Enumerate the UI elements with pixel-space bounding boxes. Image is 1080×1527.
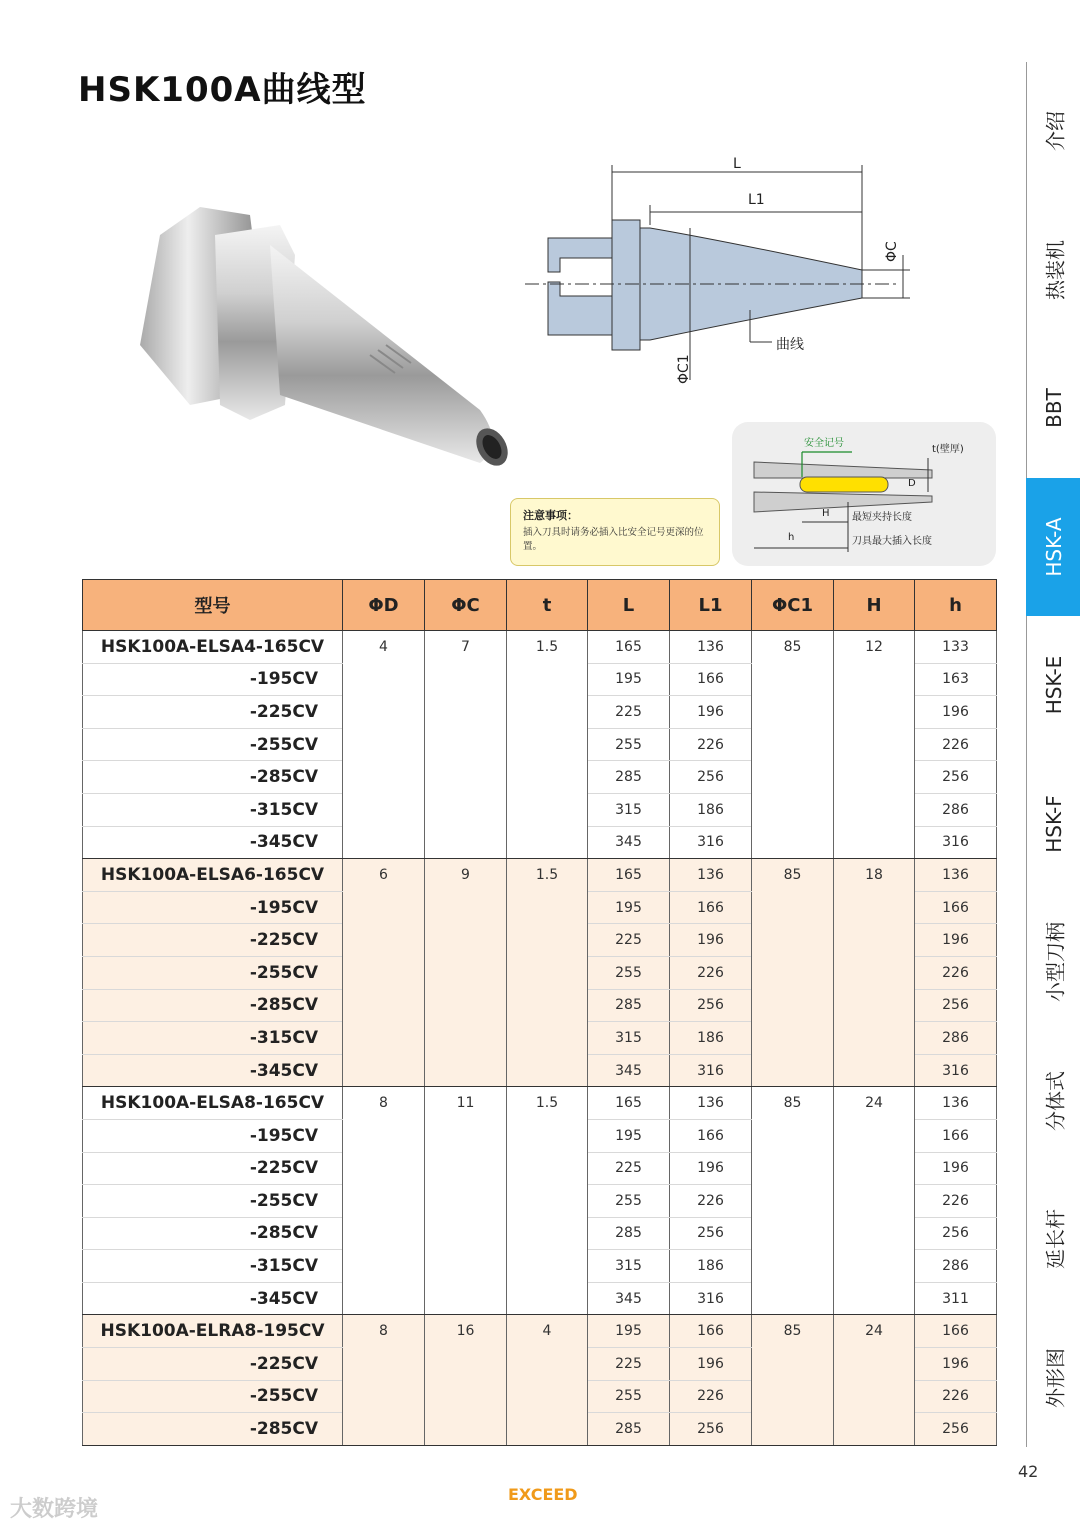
table-row bbox=[83, 1315, 997, 1348]
cell-h: 226 bbox=[915, 728, 997, 761]
col-header-t: t bbox=[507, 580, 588, 631]
cell-H: 18 bbox=[834, 859, 915, 1087]
cell-L1: 256 bbox=[670, 1413, 752, 1446]
cell-L: 225 bbox=[588, 696, 670, 729]
brand-logo: EXCEED bbox=[508, 1485, 578, 1504]
cell-h: 226 bbox=[915, 1185, 997, 1218]
cell-L: 165 bbox=[588, 631, 670, 664]
cell-h: 196 bbox=[915, 1152, 997, 1185]
col-header-model: 型号 bbox=[83, 580, 343, 631]
cell-L1: 186 bbox=[670, 793, 752, 826]
cell-L: 315 bbox=[588, 793, 670, 826]
col-header-phiD: ΦD bbox=[343, 580, 425, 631]
tab-5[interactable] bbox=[1026, 755, 1080, 894]
tab-label: 介绍 bbox=[1043, 111, 1068, 152]
cell-h: 136 bbox=[915, 1087, 997, 1120]
dim-curve-label: 曲线 bbox=[776, 337, 804, 353]
watermark: 大数跨境 bbox=[10, 1497, 99, 1522]
tab-label: 延长杆 bbox=[1043, 1209, 1068, 1270]
model-cell: -225CV bbox=[83, 1152, 343, 1185]
cell-L: 255 bbox=[588, 956, 670, 989]
model-cell: -255CV bbox=[83, 1380, 343, 1413]
tab-6[interactable] bbox=[1026, 893, 1080, 1032]
model-cell: -315CV bbox=[83, 793, 343, 826]
dimension-drawing bbox=[520, 150, 920, 390]
cell-L1: 316 bbox=[670, 826, 752, 859]
tab-2[interactable] bbox=[1026, 339, 1080, 478]
cell-L1: 136 bbox=[670, 859, 752, 892]
cell-L1: 316 bbox=[670, 1054, 752, 1087]
cell-h: 196 bbox=[915, 1348, 997, 1381]
page-number: 42 bbox=[1018, 1462, 1039, 1481]
tab-label: HSK-A bbox=[1042, 517, 1066, 577]
cell-L: 165 bbox=[588, 1087, 670, 1120]
col-header-L1: L1 bbox=[670, 580, 752, 631]
cell-h: 311 bbox=[915, 1282, 997, 1315]
cell-h: 226 bbox=[915, 1380, 997, 1413]
cell-L1: 186 bbox=[670, 1250, 752, 1283]
page-title: HSK100A曲线型 bbox=[78, 70, 367, 110]
cell-t: 1.5 bbox=[507, 1087, 588, 1315]
model-cell: -285CV bbox=[83, 1217, 343, 1250]
cell-h: 166 bbox=[915, 1119, 997, 1152]
cell-h: 256 bbox=[915, 989, 997, 1022]
cell-L1: 226 bbox=[670, 1380, 752, 1413]
cell-L1: 166 bbox=[670, 663, 752, 696]
cell-L: 285 bbox=[588, 1217, 670, 1250]
model-cell: HSK100A-ELSA8-165CV bbox=[83, 1087, 343, 1120]
cell-H: 12 bbox=[834, 631, 915, 859]
cell-H: 24 bbox=[834, 1315, 915, 1445]
cell-h: 316 bbox=[915, 826, 997, 859]
tab-label: 分体式 bbox=[1043, 1070, 1068, 1131]
cell-C: 7 bbox=[425, 631, 507, 859]
dim-phiC1-label: ΦC1 bbox=[676, 354, 692, 384]
cell-h: 196 bbox=[915, 924, 997, 957]
cell-L: 315 bbox=[588, 1250, 670, 1283]
cell-L: 315 bbox=[588, 1022, 670, 1055]
cell-h: 286 bbox=[915, 793, 997, 826]
cell-h: 163 bbox=[915, 663, 997, 696]
tab-label: 小型刀柄 bbox=[1043, 922, 1068, 1003]
cell-L1: 226 bbox=[670, 728, 752, 761]
cell-L1: 256 bbox=[670, 989, 752, 1022]
cell-h: 166 bbox=[915, 1315, 997, 1348]
model-cell: -195CV bbox=[83, 663, 343, 696]
tab-8[interactable] bbox=[1026, 1170, 1080, 1309]
tab-label: HSK-F bbox=[1042, 795, 1066, 853]
model-cell: HSK100A-ELRA8-195CV bbox=[83, 1315, 343, 1348]
cell-t: 1.5 bbox=[507, 859, 588, 1087]
table-row bbox=[83, 1087, 997, 1120]
cell-L: 285 bbox=[588, 989, 670, 1022]
cell-L: 225 bbox=[588, 1348, 670, 1381]
dim-phiC-label: ΦC bbox=[884, 241, 900, 262]
cell-C: 16 bbox=[425, 1315, 507, 1445]
tab-label: 外形图 bbox=[1043, 1347, 1068, 1408]
dim-L1-label: L1 bbox=[748, 192, 765, 208]
cell-C1: 85 bbox=[752, 1315, 834, 1445]
cell-h: 286 bbox=[915, 1022, 997, 1055]
model-cell: -285CV bbox=[83, 1413, 343, 1446]
cell-L: 255 bbox=[588, 1185, 670, 1218]
cell-h: 133 bbox=[915, 631, 997, 664]
model-cell: -345CV bbox=[83, 1282, 343, 1315]
cell-L1: 186 bbox=[670, 1022, 752, 1055]
cell-L1: 256 bbox=[670, 761, 752, 794]
model-cell: -225CV bbox=[83, 924, 343, 957]
model-cell: -255CV bbox=[83, 1185, 343, 1218]
dim-L-label: L bbox=[733, 156, 741, 172]
wall-thickness-label: t(壁厚) bbox=[932, 444, 964, 455]
cell-L: 345 bbox=[588, 1282, 670, 1315]
cell-C: 9 bbox=[425, 859, 507, 1087]
cell-L: 345 bbox=[588, 826, 670, 859]
cell-L: 345 bbox=[588, 1054, 670, 1087]
cell-L: 225 bbox=[588, 1152, 670, 1185]
model-cell: -315CV bbox=[83, 1022, 343, 1055]
cell-h: 316 bbox=[915, 1054, 997, 1087]
tab-1[interactable] bbox=[1026, 201, 1080, 340]
cell-L1: 196 bbox=[670, 924, 752, 957]
tab-9[interactable] bbox=[1026, 1309, 1080, 1448]
model-cell: -195CV bbox=[83, 891, 343, 924]
cell-C1: 85 bbox=[752, 859, 834, 1087]
tab-label: 热装机 bbox=[1043, 239, 1068, 300]
cell-h: 286 bbox=[915, 1250, 997, 1283]
cell-H: 24 bbox=[834, 1087, 915, 1315]
cell-h: 196 bbox=[915, 696, 997, 729]
model-cell: -285CV bbox=[83, 761, 343, 794]
tab-label: BBT bbox=[1042, 388, 1066, 429]
model-cell: -195CV bbox=[83, 1119, 343, 1152]
tab-7[interactable] bbox=[1026, 1032, 1080, 1171]
cell-L: 255 bbox=[588, 728, 670, 761]
col-header-L: L bbox=[588, 580, 670, 631]
cell-h: 256 bbox=[915, 761, 997, 794]
spec-table bbox=[82, 579, 997, 1446]
caution-title: 注意事项： bbox=[523, 509, 578, 522]
cell-L: 195 bbox=[588, 1315, 670, 1348]
cell-L1: 136 bbox=[670, 631, 752, 664]
caution-note bbox=[510, 498, 720, 566]
table-row bbox=[83, 631, 997, 664]
col-header-h: h bbox=[915, 580, 997, 631]
cell-L: 285 bbox=[588, 1413, 670, 1446]
inset-D-label: D bbox=[908, 478, 916, 489]
model-cell: HSK100A-ELSA4-165CV bbox=[83, 631, 343, 664]
model-cell: -255CV bbox=[83, 728, 343, 761]
cell-L1: 136 bbox=[670, 1087, 752, 1120]
cell-L: 285 bbox=[588, 761, 670, 794]
cell-t: 4 bbox=[507, 1315, 588, 1445]
model-cell: -315CV bbox=[83, 1250, 343, 1283]
cell-h: 166 bbox=[915, 891, 997, 924]
cell-L: 195 bbox=[588, 891, 670, 924]
cell-L1: 226 bbox=[670, 956, 752, 989]
section-tabs bbox=[1026, 62, 1080, 1447]
caution-text: 插入刀具时请务必插入比安全记号更深的位置。 bbox=[523, 527, 704, 552]
cell-D: 6 bbox=[343, 859, 425, 1087]
cell-h: 256 bbox=[915, 1217, 997, 1250]
safety-mark-label: 安全记号 bbox=[804, 438, 844, 449]
col-header-phiC1: ΦC1 bbox=[752, 580, 834, 631]
cell-L1: 166 bbox=[670, 1119, 752, 1152]
cell-L1: 226 bbox=[670, 1185, 752, 1218]
model-cell: HSK100A-ELSA6-165CV bbox=[83, 859, 343, 892]
model-cell: -285CV bbox=[83, 989, 343, 1022]
cell-L: 165 bbox=[588, 859, 670, 892]
cell-D: 4 bbox=[343, 631, 425, 859]
cell-L: 225 bbox=[588, 924, 670, 957]
min-clamp-label: 最短夹持长度 bbox=[852, 512, 912, 523]
model-cell: -225CV bbox=[83, 696, 343, 729]
col-header-phiC: ΦC bbox=[425, 580, 507, 631]
cell-L1: 316 bbox=[670, 1282, 752, 1315]
cell-h: 256 bbox=[915, 1413, 997, 1446]
tab-3[interactable] bbox=[1026, 478, 1080, 617]
cell-L: 195 bbox=[588, 1119, 670, 1152]
insertion-depth-inset bbox=[732, 422, 996, 566]
tab-4[interactable] bbox=[1026, 616, 1080, 755]
max-insert-label: 刀具最大插入长度 bbox=[852, 536, 932, 547]
tab-0[interactable] bbox=[1026, 62, 1080, 201]
cell-L: 255 bbox=[588, 1380, 670, 1413]
table-header-row bbox=[83, 580, 997, 631]
cell-L: 195 bbox=[588, 663, 670, 696]
cell-C1: 85 bbox=[752, 631, 834, 859]
cell-L1: 196 bbox=[670, 696, 752, 729]
cell-L1: 196 bbox=[670, 1152, 752, 1185]
cell-L1: 196 bbox=[670, 1348, 752, 1381]
cell-L1: 166 bbox=[670, 1315, 752, 1348]
inset-h-label: h bbox=[788, 532, 795, 543]
cell-D: 8 bbox=[343, 1087, 425, 1315]
cell-L1: 256 bbox=[670, 1217, 752, 1250]
model-cell: -225CV bbox=[83, 1348, 343, 1381]
cell-h: 136 bbox=[915, 859, 997, 892]
tab-label: HSK-E bbox=[1042, 655, 1066, 715]
table-row bbox=[83, 859, 997, 892]
tool-holder-photo bbox=[120, 195, 520, 485]
model-cell: -345CV bbox=[83, 826, 343, 859]
cell-C: 11 bbox=[425, 1087, 507, 1315]
cell-t: 1.5 bbox=[507, 631, 588, 859]
cell-C1: 85 bbox=[752, 1087, 834, 1315]
model-cell: -345CV bbox=[83, 1054, 343, 1087]
cell-h: 226 bbox=[915, 956, 997, 989]
inset-H-label: H bbox=[822, 508, 830, 519]
col-header-H: H bbox=[834, 580, 915, 631]
cell-D: 8 bbox=[343, 1315, 425, 1445]
cell-L1: 166 bbox=[670, 891, 752, 924]
model-cell: -255CV bbox=[83, 956, 343, 989]
